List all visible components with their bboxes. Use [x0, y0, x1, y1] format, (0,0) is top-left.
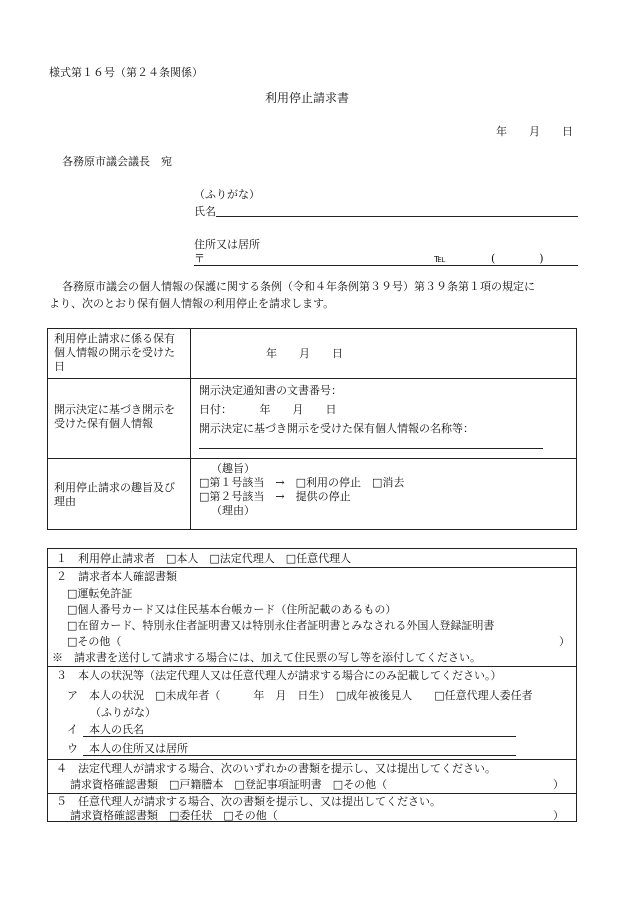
- principal-furigana-label: （ふりがな）: [90, 706, 156, 719]
- voluntary-agent-docs[interactable]: 請求資格確認書類 □委任状 □その他（: [70, 809, 278, 822]
- row2-label-2: 受けた保有個人情報: [54, 417, 153, 430]
- furigana-label: （ふりがな）: [194, 188, 260, 201]
- form-number: 様式第１６号（第２４条関係）: [49, 66, 203, 79]
- table-row: [48, 329, 577, 379]
- row1-label-2: 個人情報の開示を受けた: [54, 346, 175, 359]
- mail-request-note: ※ 請求書を送付して請求する場合には、加えて住民票の写し等を添付してください。: [52, 651, 481, 664]
- row2-label-1: 開示決定に基づき開示を: [54, 403, 175, 416]
- id-doc-mynumber-card[interactable]: □個人番号カード又は住民基本台帳カード（住所記載のあるもの）: [67, 603, 397, 616]
- requester-info-box: [47, 548, 577, 822]
- intro-line-1: 各務原市議会の個人情報の保護に関する条例（令和４年条例第３９号）第３９条第１項の規定に: [62, 280, 535, 293]
- document-title: 利用停止請求書: [265, 91, 350, 105]
- principal-status[interactable]: ア 本人の状況 □未成年者（ 年 月 日生） □成年被後見人 □任意代理人委任者: [67, 689, 533, 702]
- tel-mark: ℡: [434, 252, 446, 265]
- id-doc-residence-card[interactable]: □在留カード、特別永住者証明書又は特別永住者証明書とみなされる外国人登録証明書: [67, 619, 495, 632]
- notice-doc-number: 開示決定通知書の文書番号：: [199, 384, 342, 397]
- disclosure-date-field[interactable]: 年 月 日: [266, 347, 343, 360]
- purpose-label: （趣旨）: [211, 462, 255, 475]
- section3-title: ３ 本人の状況等（法定代理人又は任意代理人が請求する場合にのみ記載してください。）: [56, 669, 502, 682]
- date-field[interactable]: 年 月 日: [496, 125, 573, 138]
- purpose-option-1[interactable]: □第１号該当 → □利用の停止 □消去: [199, 476, 405, 489]
- section1-requester-type[interactable]: １ 利用停止請求者 □本人 □法定代理人 □任意代理人: [56, 552, 352, 565]
- disclosed-info-name: 開示決定に基づき開示を受けた保有個人情報の名称等：: [199, 422, 474, 435]
- name-label: 氏名: [194, 205, 216, 218]
- row1-label-3: 日: [54, 360, 65, 373]
- divider: [48, 567, 576, 568]
- row3-label-2: 理由: [54, 495, 76, 508]
- address-input-line[interactable]: [194, 265, 578, 266]
- legal-agent-docs-close: ）: [553, 778, 564, 791]
- disclosed-info-name-line[interactable]: [199, 448, 543, 449]
- id-doc-other[interactable]: □その他（: [67, 635, 122, 648]
- addressee: 各務原市議会議長 宛: [62, 155, 172, 168]
- legal-agent-docs[interactable]: 請求資格確認書類 □戸籍謄本 □登記事項証明書 □その他（: [70, 778, 388, 791]
- tel-paren: ( ): [491, 252, 544, 265]
- notice-date: 日付： 年 月 日: [199, 403, 337, 416]
- principal-name-label: イ 本人の氏名: [67, 723, 144, 736]
- purpose-option-2[interactable]: □第２号該当 → 提供の停止: [199, 490, 351, 503]
- id-doc-drivers-license[interactable]: □運転免許証: [67, 587, 133, 600]
- section2-title: ２ 請求者本人確認書類: [56, 570, 177, 583]
- table-row: [48, 459, 577, 530]
- principal-address-label: ウ 本人の住所又は居所: [67, 742, 188, 755]
- name-input-line[interactable]: [216, 216, 578, 217]
- id-doc-other-close: ）: [559, 635, 570, 648]
- divider: [48, 666, 576, 667]
- principal-address-line[interactable]: [83, 755, 516, 756]
- principal-name-line[interactable]: [83, 736, 516, 737]
- request-detail-table: [47, 328, 577, 530]
- divider: [48, 759, 576, 760]
- voluntary-agent-docs-close: ）: [553, 809, 564, 822]
- reason-label: （理由）: [211, 504, 255, 517]
- address-label: 住所又は居所: [194, 238, 260, 251]
- section5-title: ５ 任意代理人が請求する場合、次の書類を提示し、又は提出してください。: [56, 795, 441, 808]
- section4-title: ４ 法定代理人が請求する場合、次のいずれかの書類を提示し、又は提出してください。: [56, 762, 496, 775]
- divider: [48, 793, 576, 794]
- postal-mark: 〒: [194, 252, 205, 265]
- intro-line-2: より、次のとおり保有個人情報の利用停止を請求します。: [49, 297, 335, 310]
- row1-label-1: 利用停止請求に係る保有: [54, 332, 175, 345]
- row3-label-1: 利用停止請求の趣旨及び: [54, 481, 175, 494]
- table-row: [48, 379, 577, 459]
